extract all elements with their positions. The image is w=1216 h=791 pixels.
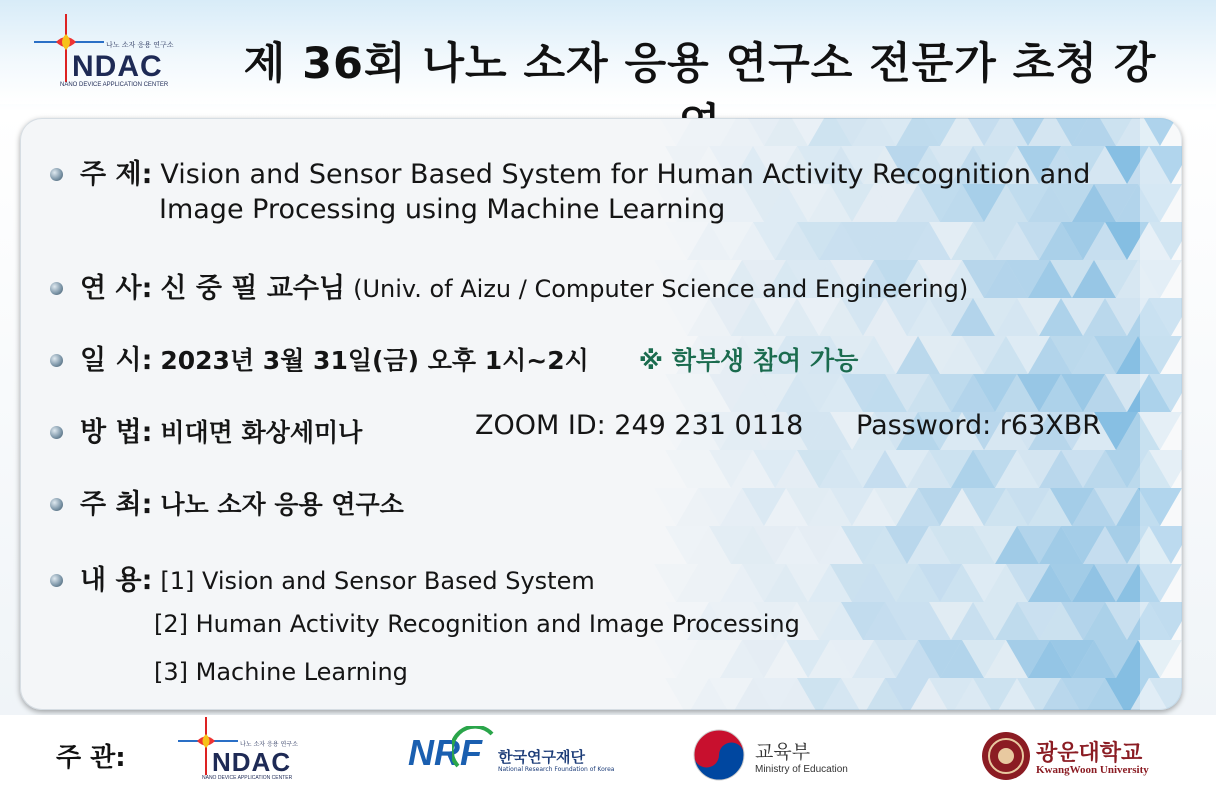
bullet-icon <box>50 282 63 295</box>
topic-line1: Vision and Sensor Based System for Human Activity Recognition and <box>160 159 1091 190</box>
moe-english-name: Ministry of Education <box>755 764 848 775</box>
content-item-3: [3] Machine Learning <box>154 658 408 686</box>
nrf-swoosh-icon <box>452 726 498 772</box>
organizer-label: 주 관: <box>56 743 126 773</box>
content-row <box>50 558 595 597</box>
ndac-wordmark: NDAC <box>212 747 292 777</box>
page-title: 제 36회 나노 소자 응용 연구소 전문가 초청 강 <box>243 39 1157 89</box>
topic-label: 주 제: <box>80 159 153 190</box>
ndac-korean-name: 나노 소자 응용 연구소 <box>240 741 298 748</box>
ndac-subtitle: NANO DEVICE APPLICATION CENTER <box>60 82 169 88</box>
method-row <box>50 410 362 449</box>
pattern-edge-fade <box>1140 118 1182 710</box>
speaker-name: 신 중 필 교수님 <box>160 273 346 304</box>
bullet-icon <box>50 354 63 367</box>
ndac-logo <box>34 12 184 92</box>
taegeuk-icon <box>692 728 746 782</box>
kwangwoon-english-name: KwangWoon University <box>1036 764 1149 776</box>
content-item-2: [2] Human Activity Recognition and Image Processing <box>154 610 800 638</box>
ndac-subtitle: NANO DEVICE APPLICATION CENTER <box>202 775 293 781</box>
bullet-icon <box>50 168 63 181</box>
zoom-password: Password: r63XBR <box>856 410 1102 441</box>
bullet-icon <box>50 574 63 587</box>
method-value: 비대면 화상세미나 <box>160 418 363 447</box>
datetime-row <box>50 338 858 377</box>
moe-korean-name: 교육부 <box>755 741 811 763</box>
nrf-korean-name: 한국연구재단 <box>498 748 585 766</box>
ndac-wordmark: NDAC <box>72 50 163 83</box>
host-row <box>50 482 404 521</box>
datetime-note: ※ 학부생 참여 가능 <box>638 346 859 375</box>
speaker-affiliation: (Univ. of Aizu / Computer Science and Engineering) <box>353 275 969 303</box>
host-label: 주 최: <box>80 489 153 520</box>
method-label: 방 법: <box>80 417 153 448</box>
datetime-value: 2023년 3월 31일(금) 오후 1시~2시 <box>160 346 589 375</box>
bullet-icon <box>50 426 63 439</box>
speaker-label: 연 사: <box>80 273 153 304</box>
datetime-label: 일 시: <box>80 345 153 376</box>
ndac-korean-name: 나노 소자 응용 연구소 <box>106 41 174 49</box>
host-value: 나노 소자 응용 연구소 <box>160 490 404 519</box>
ndac-footer-logo <box>178 715 308 785</box>
kwangwoon-korean-name: 광운대학교 <box>1036 741 1143 766</box>
zoom-id: ZOOM ID: 249 231 0118 <box>475 410 804 441</box>
kwangwoon-seal-icon <box>980 730 1032 782</box>
bullet-icon <box>50 498 63 511</box>
nrf-abbr: NRF <box>408 732 482 773</box>
nrf-english-name: National Research Foundation of Korea <box>498 766 615 773</box>
info-panel <box>20 118 1182 710</box>
content-label: 내 용: <box>80 565 153 596</box>
content-item-1: [1] Vision and Sensor Based System <box>160 567 595 595</box>
topic-row <box>50 152 1090 191</box>
nrf-logo <box>408 732 615 774</box>
speaker-row <box>50 266 968 305</box>
topic-line2: Image Processing using Machine Learning <box>159 194 726 225</box>
